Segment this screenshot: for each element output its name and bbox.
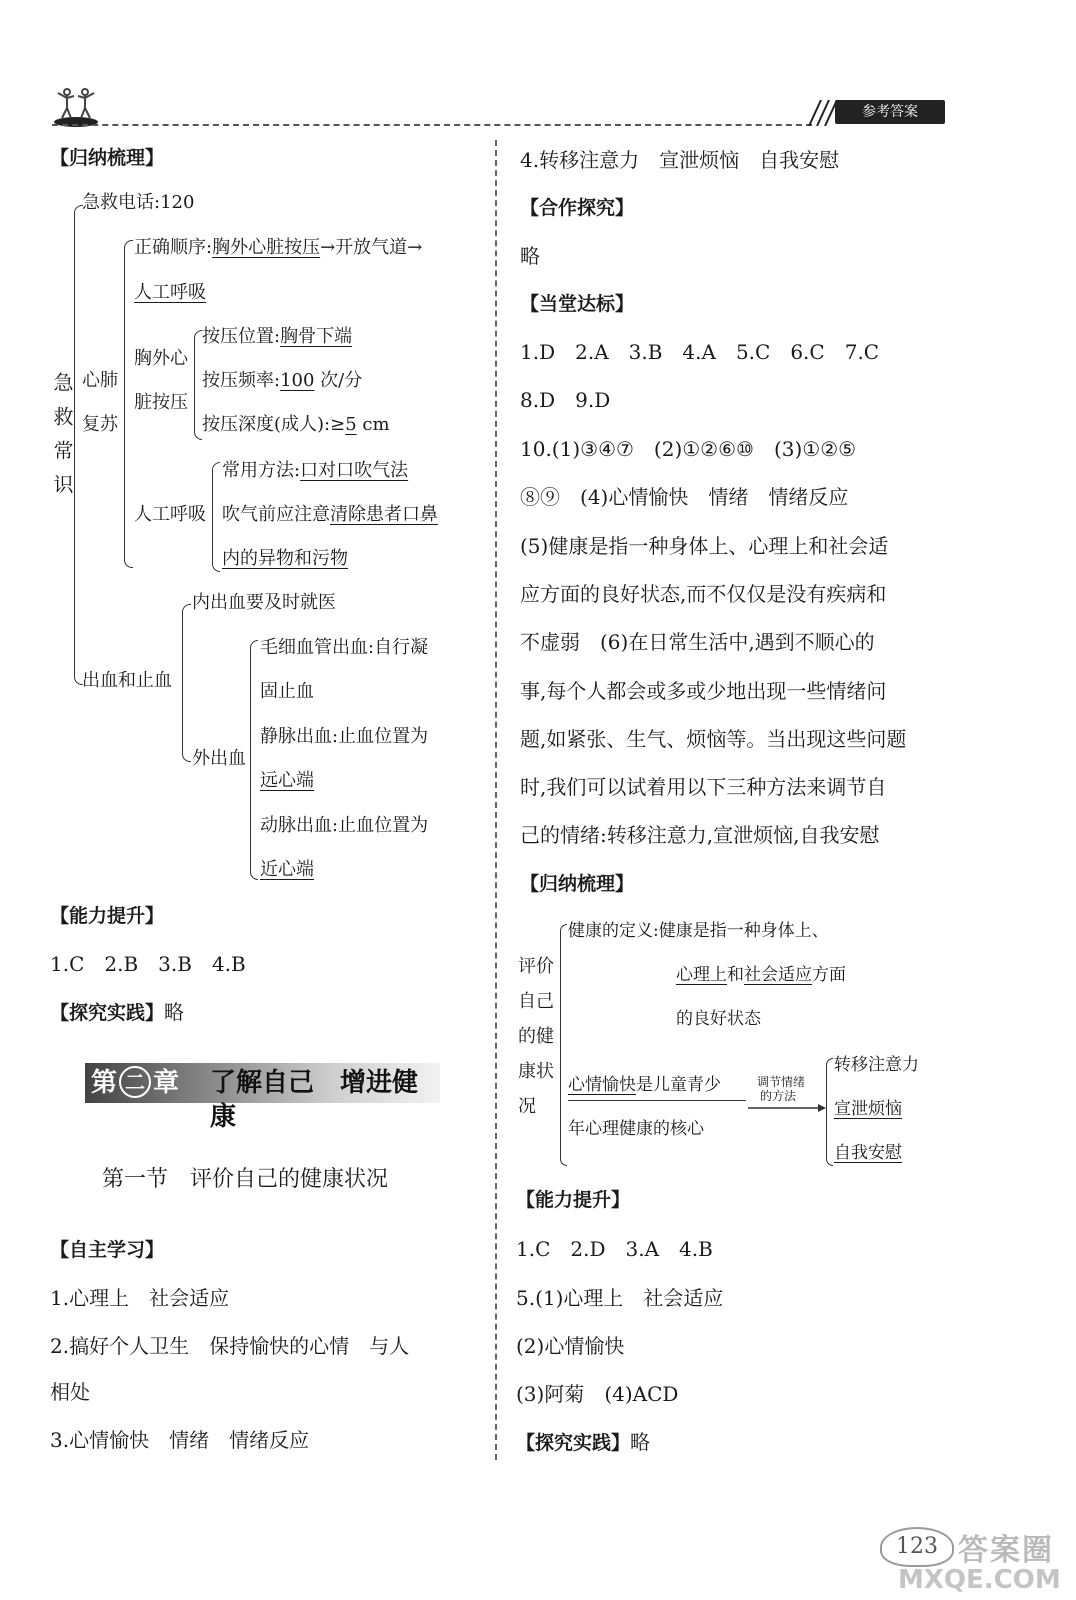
chapter-number: 二	[119, 1066, 151, 1098]
node-cpr-l1: 心肺	[82, 370, 118, 391]
test-line-1: 1.D 2.A 3.B 4.A 5.C 6.C 7.C	[520, 340, 880, 364]
def-line-c: 的良好状态	[676, 1009, 761, 1029]
root2-l4: 康状	[518, 1061, 554, 1082]
watermark-url: MXQE.COM	[898, 1565, 1061, 1595]
test-line-3: 10.(1)③④⑦ (2)①②⑥⑩ (3)①②⑤	[520, 437, 857, 461]
root2-l3: 的健	[518, 1026, 554, 1047]
arrow-right-icon	[748, 1103, 828, 1113]
header-rule	[52, 124, 812, 126]
watermark-logo: 答案圈	[958, 1533, 1054, 1568]
practice-row-2: 【探究实践】略	[516, 1430, 651, 1454]
node-breath: 人工呼吸	[134, 504, 206, 525]
node-frequency: 按压频率:100 次/分	[202, 370, 363, 391]
test-line-2: 8.D 9.D	[520, 388, 611, 412]
answer-q1: 1.心理上 社会适应	[50, 1286, 230, 1310]
heading-summary: 【归纳梳理】	[50, 147, 165, 169]
test-line-4: ⑧⑨ (4)心情愉快 情绪 情绪反应	[520, 485, 849, 509]
node-depth: 按压深度(成人):≥5 cm	[202, 414, 390, 435]
node-chest-l1: 胸外心	[134, 348, 188, 369]
node-before: 吹气前应注意清除患者口鼻	[222, 504, 438, 525]
node-internal: 内出血要及时就医	[192, 592, 336, 613]
root2-l1: 评价	[518, 956, 554, 977]
chapter-title: 了解自己 增进健康	[210, 1068, 419, 1132]
tree-root: 急救常识	[50, 372, 74, 508]
test-line-8: 事,每个人都会或多或少地出现一些情绪问	[520, 679, 887, 703]
node-capillary: 毛细血管出血:自行凝	[260, 637, 429, 658]
root2-l5: 况	[518, 1096, 536, 1117]
node-before-end: 内的异物和污物	[222, 548, 348, 569]
node-external: 外出血	[192, 748, 246, 769]
node-phone: 急救电话:120	[82, 192, 195, 213]
node-position: 按压位置:胸骨下端	[202, 326, 353, 347]
node-chest-l2: 脏按压	[134, 392, 188, 413]
test-line-6: 应方面的良好状态,而不仅仅是没有疾病和	[520, 582, 887, 606]
ability2-line-1: 1.C 2.D 3.A 4.B	[516, 1237, 713, 1261]
node-artery: 动脉出血:止血位置为	[260, 815, 429, 836]
method-3: 自我安慰	[834, 1143, 902, 1163]
node-order: 正确顺序:胸外心脏按压→开放气道→	[134, 237, 423, 258]
practice-row: 【探究实践】略	[50, 1000, 185, 1024]
answer-q3: 3.心情愉快 情绪 情绪反应	[50, 1428, 310, 1452]
node-bleeding: 出血和止血	[82, 670, 172, 691]
node-common: 常用方法:口对口吹气法	[222, 460, 409, 481]
section-title: 第一节 评价自己的健康状况	[102, 1167, 389, 1192]
heading-ability: 【能力提升】	[50, 905, 165, 927]
answer-q2-cont: 相处	[50, 1380, 90, 1404]
def-line-b: 心理上和社会适应方面	[676, 965, 846, 985]
answer-r4: 4.转移注意力 宣泄烦恼 自我安慰	[520, 148, 840, 172]
ability2-line-4: (3)阿菊 (4)ACD	[516, 1382, 679, 1406]
arrow-label-1: 调节情绪	[757, 1075, 806, 1089]
answer-key-tag: 参考答案	[835, 100, 945, 124]
node-capillary-end: 固止血	[260, 681, 314, 702]
heading-cooperate: 【合作探究】	[520, 197, 635, 219]
root2-l2: 自己	[518, 991, 554, 1012]
ability2-line-3: (2)心情愉快	[516, 1334, 625, 1358]
test-line-9: 题,如紧张、生气、烦恼等。当出现这些问题	[520, 727, 907, 751]
method-2: 宣泄烦恼	[834, 1099, 902, 1119]
heading-class-test: 【当堂达标】	[520, 293, 635, 315]
answer-cooperate: 略	[520, 244, 540, 268]
test-line-10: 时,我们可以试着用以下三种方法来调节自	[520, 775, 887, 799]
mood-line-a: 心情愉快是儿童青少	[568, 1075, 721, 1095]
page-number: 123	[880, 1527, 954, 1567]
test-line-7: 不虚弱 (6)在日常生活中,遇到不顺心的	[520, 630, 875, 654]
node-cpr-l2: 复苏	[82, 414, 118, 435]
slash-decor-icon	[805, 100, 837, 126]
def-line-a: 健康的定义:健康是指一种身体上、	[568, 921, 829, 941]
heading-summary-2: 【归纳梳理】	[520, 873, 635, 895]
test-line-11: 己的情绪:转移注意力,宣泄烦恼,自我安慰	[520, 823, 880, 847]
answers-ability: 1.C 2.B 3.B 4.B	[50, 952, 246, 976]
node-vein: 静脉出血:止血位置为	[260, 726, 429, 747]
test-line-5: (5)健康是指一种身体上、心理上和社会适	[520, 534, 889, 558]
dancers-icon	[52, 84, 100, 128]
node-artery-end: 近心端	[260, 859, 314, 880]
node-order-end: 人工呼吸	[134, 282, 206, 303]
method-1: 转移注意力	[834, 1055, 919, 1075]
ability2-line-2: 5.(1)心理上 社会适应	[516, 1286, 724, 1310]
chapter-banner: 第 二 章 了解自己 增进健康	[85, 1063, 440, 1103]
heading-self-study: 【自主学习】	[50, 1239, 165, 1261]
mood-line-b: 年心理健康的核心	[568, 1119, 704, 1139]
answer-q2: 2.搞好个人卫生 保持愉快的心情 与人	[50, 1334, 410, 1358]
arrow-label-2: 的方法	[760, 1089, 797, 1103]
column-divider	[495, 140, 497, 1460]
node-vein-end: 远心端	[260, 770, 314, 791]
heading-ability-2: 【能力提升】	[516, 1189, 631, 1211]
